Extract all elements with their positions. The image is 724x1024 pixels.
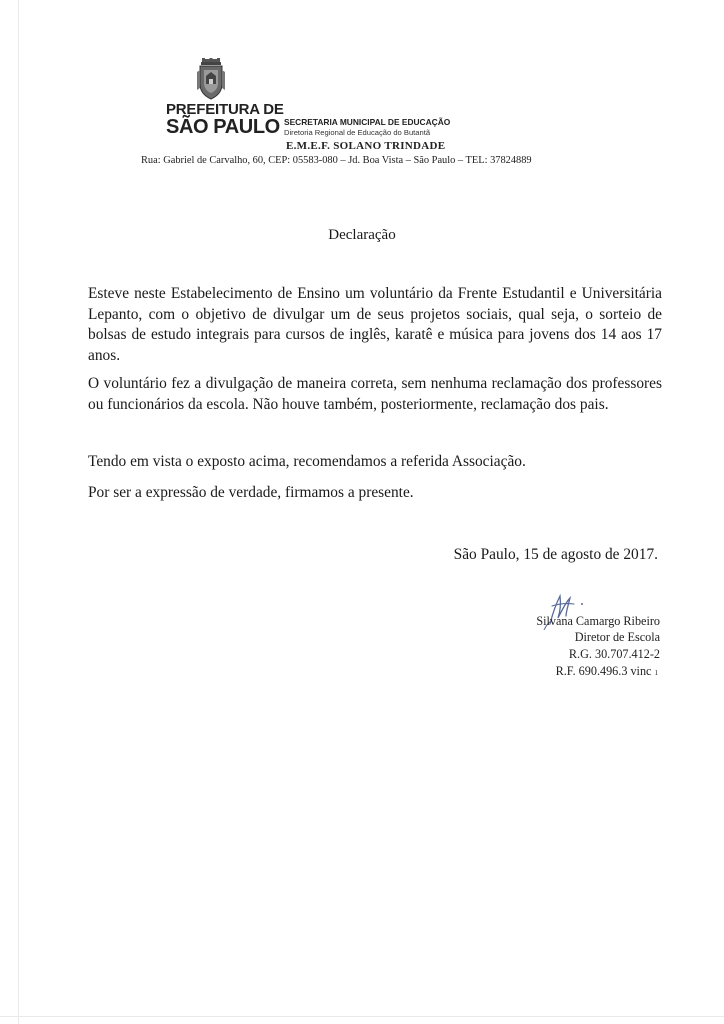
scan-edge-left — [18, 0, 19, 1024]
date-line: São Paulo, 15 de agosto de 2017. — [453, 546, 658, 563]
body-paragraph-3: Tendo em vista o exposto acima, recomendamos a referida Associação. — [88, 453, 526, 470]
body-paragraph-2: O voluntário fez a divulgação de maneira correta, sem nenhuma reclamação dos professores ou funcionários da escola. Não houve também, posteriormente, reclamação dos pais. — [88, 375, 662, 413]
signatory-rf — [556, 664, 658, 679]
signatory-rg: R.G. 30.707.412-2 — [568, 647, 660, 661]
body-paragraph-4: Por ser a expressão de verdade, firmamos a presente. — [88, 484, 414, 501]
scan-edge-bottom — [0, 1016, 724, 1017]
diretoria-subheading: Diretoria Regional de Educação do Butantã — [284, 128, 431, 137]
signatory-rf-text: R.F. 690.496.3 vinc — [555, 664, 652, 678]
document-title: Declaração — [328, 227, 396, 243]
signatory-rf-suffix: 1 — [654, 669, 658, 677]
signatory-name: Silvana Camargo Ribeiro — [536, 614, 660, 628]
signatory-role: Diretor de Escola — [574, 630, 660, 644]
secretaria-heading: SECRETARIA MUNICIPAL DE EDUCAÇÃO — [284, 117, 451, 127]
sao-paulo-coat-of-arms-icon — [196, 58, 226, 102]
school-name: E.M.E.F. SOLANO TRINDADE — [286, 140, 446, 152]
prefeitura-title-line1: PREFEITURA DE — [166, 101, 284, 118]
school-address: Rua: Gabriel de Carvalho, 60, CEP: 05583-080 – Jd. Boa Vista – São Paulo – TEL: 37824889 — [141, 155, 532, 166]
body-paragraph-1: Esteve neste Estabelecimento de Ensino um voluntário da Frente Estudantil e Universitária Lepanto, com o objetivo de divulgar um de seus projetos sociais, qual seja, o sorteio de bolsas de estudo integrais para cursos de inglês, karatê e música para jovens dos 14 aos 17 anos. — [88, 285, 662, 364]
prefeitura-title-line2: SÃO PAULO — [166, 116, 280, 138]
